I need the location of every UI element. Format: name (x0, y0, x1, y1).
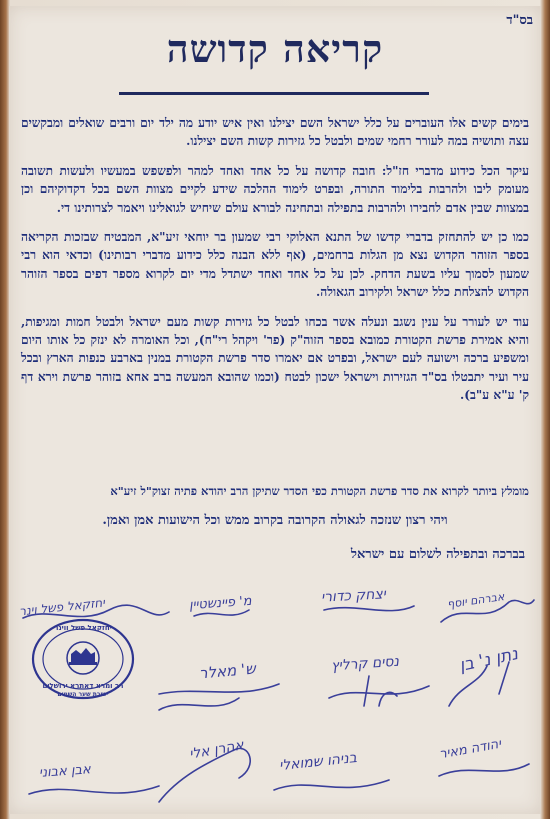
paragraph: כמו כן יש להתחזק בדברי קדשו של התנא האלוקי רבי שמעון בר יוחאי זיע"א, המבטיח שבזכות הקריאה בספר הזוהר הקדוש נצא מן הגלות ברחמים, (אף ללא הבנה כלל כידוע מדברי רבותינו) וכדאי הוא רבי שמעון לסמוך עליו בשעת הדחק. לכן על כל אחד ואחד ישתדל מדי יום לקרוא מספר דפים בספר הזוהר הקדוש להצלחת כלל ישראל ולקירוב הגאולה. (21, 230, 529, 300)
signature: יהודה מאיר (438, 736, 503, 763)
signature: בניהו שמואלי (278, 749, 358, 775)
document-body (21, 114, 529, 416)
signature: יצחק כדורי (320, 586, 387, 606)
signature: נסים קרליץ (330, 653, 400, 675)
seal-text: יחזקאל פשל ווינר (54, 624, 112, 632)
seal-text: ישיבת שער השמים (57, 691, 109, 698)
document-page (9, 6, 541, 814)
signature: יחזקאל פשל וינר (18, 595, 106, 619)
paragraph: עיקר הכל כידוע מדברי חז"ל: חובה קדושה על כל אחד ואחד למהר ולפשפש במעשיו ולעשות תשובה מעומק ליבו ולהרבות בלימוד התורה, ובפרט לימוד ההלכה שידע לקיים מצוות השם בכל דקדוקיהם וכן במצוות שבין אדם לחבירו ולהרבות בתפילה ובתחינה לבורא עולם שיחיש לגואלינו ויאמר לצרותינו די. (21, 163, 529, 215)
signature: מ' פיינשטיין (188, 593, 253, 614)
recommendation-line: מומלץ ביותר לקרוא את סדר פרשת הקטורת כפי הסדר שתיקן הרב יהודא פתיה זצוק"ל זיע"א (110, 484, 529, 498)
signatures-area (9, 566, 541, 814)
paragraph: בימים קשים אלו העוברים על כלל ישראל השם יצילנו ואין איש יודע מה ילד יום ורבים שואלים ומבקשים עצה ותושיה במה לעורר רחמי שמים ולבטל כל גזירות קשות השם יצילנו. (21, 116, 529, 149)
seal-text: רב ומרא דאתרא ירושלים (42, 682, 124, 690)
bsd-header: בס"ד (506, 13, 533, 28)
wish-line: ויהי רצון שנזכה לגאולה הקרובה בקרוב ממש וכל הישועות אמן ואמן. (102, 513, 448, 528)
signature: ש' מאלר (198, 659, 257, 683)
signature: אברהם יוסף (446, 590, 506, 611)
paragraph: עוד יש לעורר על ענין נשגב ונעלה אשר בכחו לבטל כל גזירות קשות מעם ישראל ולבטל חמות ומגיפות, והיא אמירת פרשת הקטורת כמובא בספר הזוה"ק (פר' ויקהל רי"ח), וכל האומרה לא ינזק כל אותו היום ומשפיע ברכה וישועה לעם ישראל, ובפרט אם יאמרו סדר פרשת הקטורת במנין בארבע כנפות הארץ ובכל עיר ועיר יתבטלו בס"ד הגזירות וישראל ישכון לבטח (וכמו שהובא המעשה ברב אחא בזוהר פרשת וירא דף ק' ע"א ע"ב). (21, 314, 529, 403)
rabbinical-seal (31, 618, 135, 700)
signature: אהרן אלי (188, 737, 246, 763)
signature: נתן נ' בן (457, 644, 520, 676)
title-underline (119, 92, 429, 95)
signature: אבן אבוני (38, 762, 92, 781)
document-title: קריאה קדושה (166, 26, 384, 71)
blessing-line: בברכה ובתפילה לשלום עם ישראל (350, 547, 525, 562)
